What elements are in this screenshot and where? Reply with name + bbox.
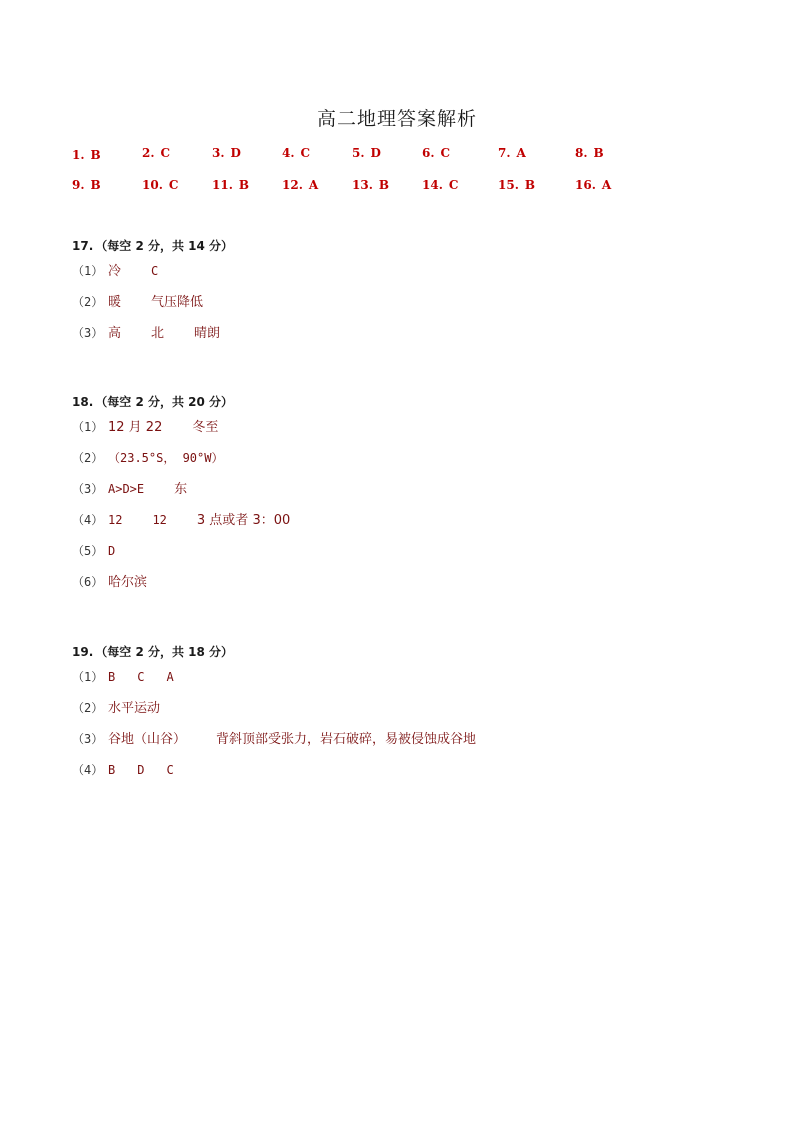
mc-item: 7. A bbox=[498, 146, 526, 160]
mc-item: 1. B bbox=[72, 148, 101, 162]
mc-item: 3. D bbox=[212, 146, 241, 160]
mc-item: 4. C bbox=[282, 146, 311, 160]
mc-item: 16. A bbox=[575, 178, 612, 192]
answer-line: （2） 暖 气压降低 bbox=[72, 295, 204, 310]
mc-item: 12. A bbox=[282, 178, 319, 192]
question-19 bbox=[72, 642, 722, 786]
mc-row-1 bbox=[0, 146, 794, 166]
question-heading: 18. （每空 2 分，共 20 分） bbox=[72, 395, 234, 409]
mc-item: 6. C bbox=[422, 146, 451, 160]
answer-line: （2） （23.5°S， 90°W） bbox=[72, 451, 224, 465]
question-heading: 19. （每空 2 分，共 18 分） bbox=[72, 645, 234, 659]
mc-item: 13. B bbox=[352, 178, 390, 192]
answer-line: （1） B C A bbox=[72, 670, 174, 684]
question-18 bbox=[72, 392, 722, 598]
answer-line: （5） D bbox=[72, 544, 116, 558]
answer-line: （2） 水平运动 bbox=[72, 701, 161, 716]
answer-line: （3） A>D>E 东 bbox=[72, 482, 188, 497]
mc-item: 5. D bbox=[352, 146, 381, 160]
mc-item: 10. C bbox=[142, 178, 179, 192]
mc-item: 14. C bbox=[422, 178, 459, 192]
answer-line: （4） B D C bbox=[72, 763, 174, 777]
mc-item: 15. B bbox=[498, 178, 536, 192]
answer-line: （6） 哈尔滨 bbox=[72, 575, 148, 590]
mc-item: 9. B bbox=[72, 178, 101, 192]
answer-line: （1） 12 月 22 冬至 bbox=[72, 420, 219, 435]
question-17 bbox=[72, 236, 722, 349]
mc-row-2 bbox=[0, 178, 794, 198]
page-title: 高二地理答案解析 bbox=[316, 108, 477, 130]
mc-item: 2. C bbox=[142, 146, 171, 160]
answer-line: （3） 高 北 晴朗 bbox=[72, 326, 221, 341]
answer-line: （1） 冷 C bbox=[72, 264, 159, 279]
question-heading: 17. （每空 2 分，共 14 分） bbox=[72, 239, 234, 253]
mc-item: 8. B bbox=[575, 146, 604, 160]
answer-line: （4） 12 12 3 点或者 3：00 bbox=[72, 513, 291, 528]
answer-line: （3） 谷地（山谷） 背斜顶部受张力，岩石破碎，易被侵蚀成谷地 bbox=[72, 732, 477, 747]
mc-item: 11. B bbox=[212, 178, 250, 192]
